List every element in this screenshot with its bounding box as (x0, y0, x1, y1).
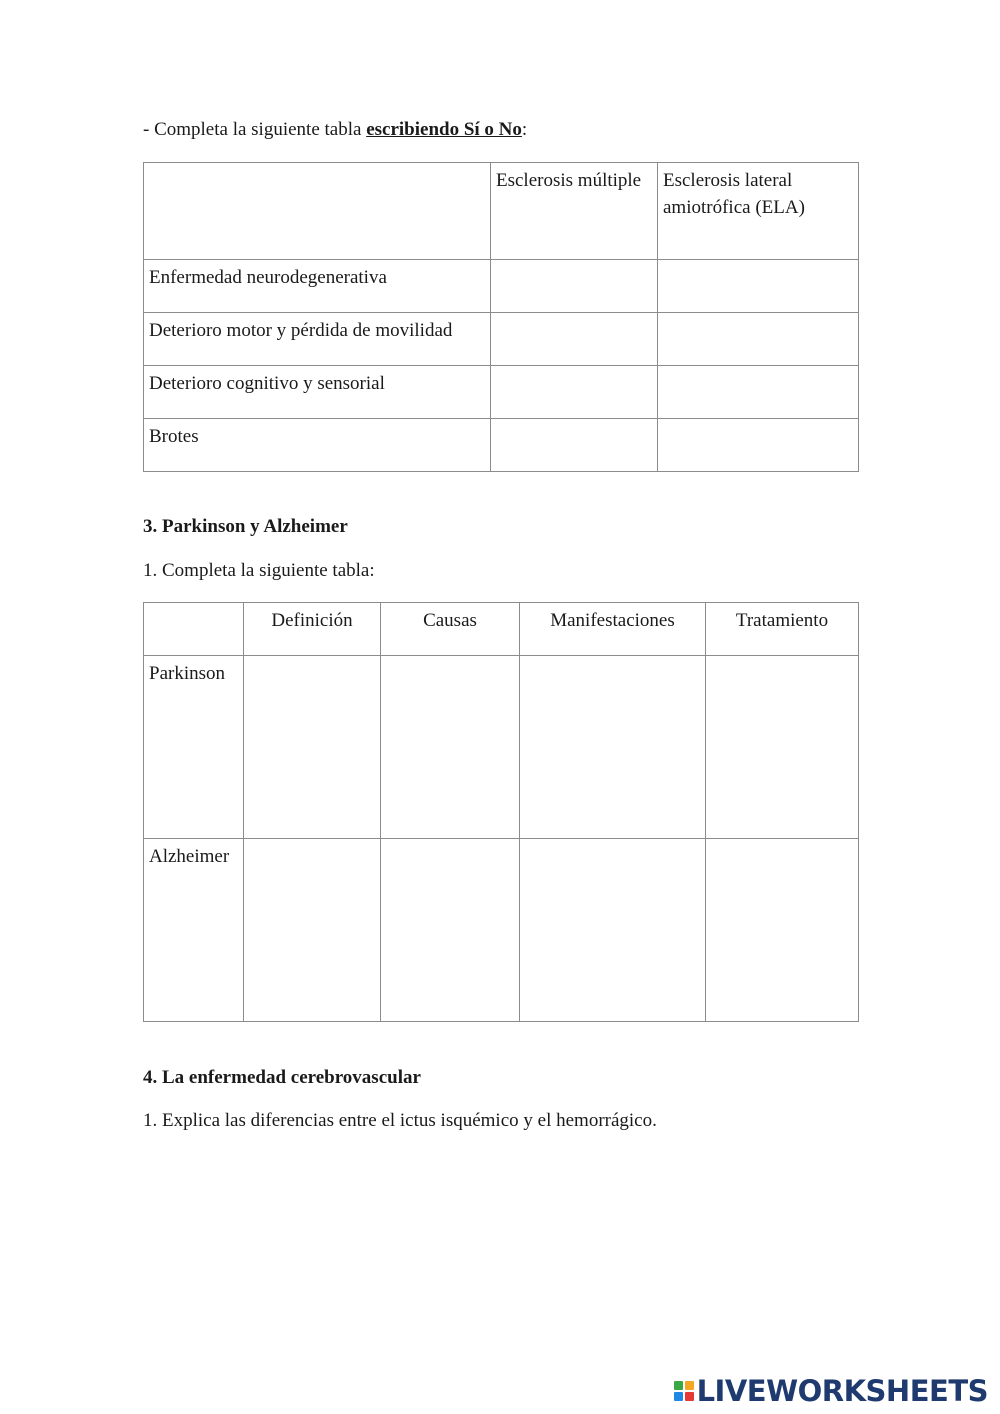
answer-cell[interactable] (244, 839, 381, 1022)
section-4-instruction: 1. Explica las diferencias entre el ictus isquémico y el hemorrágico. (143, 1110, 657, 1131)
table-row (144, 366, 859, 419)
header-cell-tratamiento: Tratamiento (706, 603, 859, 656)
row-label: Parkinson (144, 656, 244, 839)
header-cell-definicion: Definición (244, 603, 381, 656)
instruction-line (143, 119, 527, 141)
logo-square (685, 1381, 694, 1390)
section-3-title: 3. Parkinson y Alzheimer (143, 516, 348, 537)
instruction-prefix: - Completa la siguiente tabla (143, 119, 367, 140)
answer-cell[interactable] (658, 313, 859, 366)
answer-cell[interactable] (706, 839, 859, 1022)
table-row (144, 260, 859, 313)
header-cell-esclerosis-multiple: Esclerosis múltiple (491, 163, 658, 260)
liveworksheets-logo (674, 1374, 988, 1408)
answer-cell[interactable] (491, 419, 658, 472)
answer-cell[interactable] (520, 656, 706, 839)
header-cell-manifestaciones: Manifestaciones (520, 603, 706, 656)
yes-no-table (143, 162, 859, 472)
answer-cell[interactable] (244, 656, 381, 839)
row-label: Deterioro cognitivo y sensorial (144, 366, 491, 419)
logo-square (674, 1392, 683, 1401)
row-label: Alzheimer (144, 839, 244, 1022)
answer-cell[interactable] (658, 260, 859, 313)
table-row (144, 656, 859, 839)
table-row (144, 419, 859, 472)
answer-cell[interactable] (658, 419, 859, 472)
answer-cell[interactable] (706, 656, 859, 839)
parkinson-alzheimer-table (143, 602, 859, 1022)
answer-cell[interactable] (491, 366, 658, 419)
row-label: Deterioro motor y pérdida de movilidad (144, 313, 491, 366)
answer-cell[interactable] (491, 313, 658, 366)
header-cell-causas: Causas (381, 603, 520, 656)
section-4-title: 4. La enfermedad cerebrovascular (143, 1067, 421, 1088)
logo-mark-icon (674, 1381, 694, 1401)
answer-cell[interactable] (491, 260, 658, 313)
logo-square (685, 1392, 694, 1401)
answer-cell[interactable] (381, 839, 520, 1022)
header-cell-empty (144, 163, 491, 260)
table-row (144, 313, 859, 366)
header-cell-ela: Esclerosis lateral amiotrófica (ELA) (658, 163, 859, 260)
logo-text: LIVEWORKSHEETS (696, 1374, 988, 1408)
section-3-instruction: 1. Completa la siguiente tabla: (143, 560, 375, 581)
answer-cell[interactable] (381, 656, 520, 839)
answer-cell[interactable] (520, 839, 706, 1022)
instruction-emphasis: escribiendo Sí o No (366, 119, 522, 140)
row-label: Enfermedad neurodegenerativa (144, 260, 491, 313)
table-row (144, 839, 859, 1022)
instruction-suffix: : (521, 119, 528, 140)
answer-cell[interactable] (658, 366, 859, 419)
row-label: Brotes (144, 419, 491, 472)
header-cell-empty (144, 603, 244, 656)
logo-square (674, 1381, 683, 1390)
table-header-row (144, 603, 859, 656)
table-header-row (144, 163, 859, 260)
